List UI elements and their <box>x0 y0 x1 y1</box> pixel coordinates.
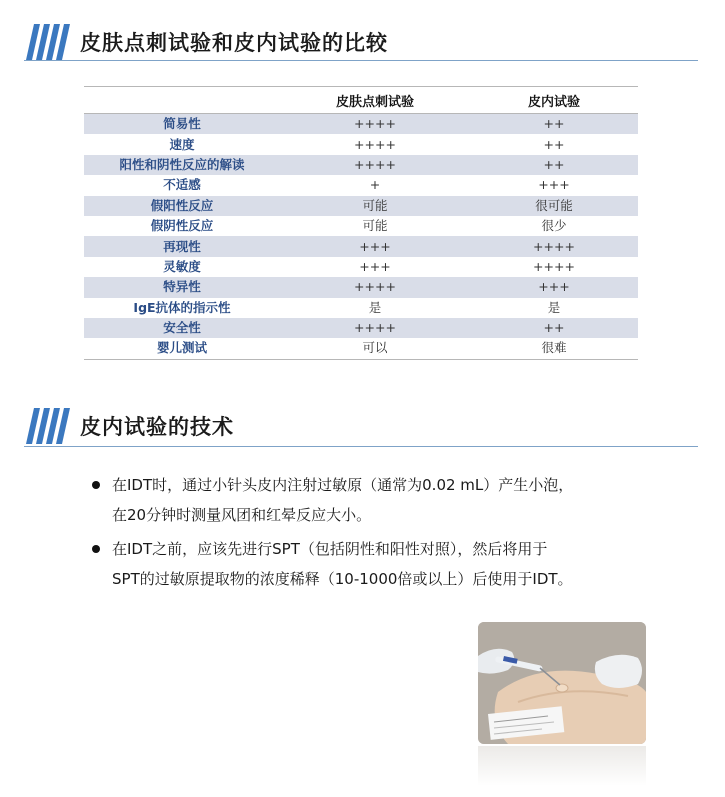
stripes-icon <box>24 24 72 60</box>
table-row <box>84 318 638 338</box>
spt-value: ++++ <box>280 318 470 338</box>
section-divider <box>24 60 698 61</box>
row-label: 假阳性反应 <box>84 196 280 216</box>
table-row <box>84 298 638 318</box>
spt-value: 可能 <box>362 218 388 234</box>
table-row <box>84 277 638 297</box>
idt-value: 很可能 <box>470 196 638 216</box>
section-title: 皮肤点刺试验和皮内试验的比较 <box>80 31 388 55</box>
row-label: 阳性和阴性反应的解读 <box>84 155 280 175</box>
row-label: 不适感 <box>163 177 201 193</box>
spt-value: ++++ <box>280 155 470 175</box>
row-label: 特异性 <box>84 277 280 297</box>
spt-value: ++++ <box>280 114 470 135</box>
spt-value: +++ <box>280 236 470 256</box>
bullet-item <box>92 470 652 530</box>
idt-value: 很少 <box>541 218 567 234</box>
table-row <box>84 114 638 135</box>
section-header-technique <box>24 408 234 444</box>
spt-value: 可以 <box>280 338 470 359</box>
table-row <box>84 338 638 359</box>
spt-value: ++++ <box>354 136 396 152</box>
idt-value: +++ <box>538 177 570 193</box>
header-cell: 皮肤点刺试验 <box>280 87 470 114</box>
table-row <box>84 196 638 216</box>
injection-illustration-icon <box>478 622 646 744</box>
row-label: 速度 <box>169 136 195 152</box>
row-label: 再现性 <box>84 236 280 256</box>
header-cell <box>84 87 280 114</box>
bullet-line: 在IDT之前，应该先进行SPT（包括阴性和阳性对照），然后将用于 <box>112 540 548 558</box>
bullet-line: 在20分钟时测量风团和红晕反应大小。 <box>112 506 372 524</box>
idt-value: 是 <box>547 299 561 315</box>
table-row <box>84 175 638 195</box>
spt-value: 是 <box>368 299 382 315</box>
row-label: 简易性 <box>84 114 280 135</box>
row-label: 婴儿测试 <box>84 338 280 359</box>
row-label: IgE抗体的指示性 <box>133 299 231 315</box>
bullet-dot-icon <box>92 545 100 553</box>
idt-value: ++ <box>470 318 638 338</box>
technique-bullets <box>92 470 652 598</box>
row-label: 安全性 <box>84 318 280 338</box>
bullet-line: 在IDT时，通过小针头皮内注射过敏原（通常为0.02 mL）产生小泡， <box>112 476 574 494</box>
idt-value: +++ <box>470 277 638 297</box>
row-label: 灵敏度 <box>163 258 201 274</box>
idt-value: ++ <box>543 136 565 152</box>
idt-value: 很难 <box>470 338 638 359</box>
spt-value: + <box>369 177 381 193</box>
spt-value: 可能 <box>280 196 470 216</box>
section-title: 皮内试验的技术 <box>80 415 234 439</box>
bullet-item <box>92 534 652 594</box>
comparison-table <box>84 86 638 360</box>
bullet-dot-icon <box>92 481 100 489</box>
idt-value: ++++ <box>470 236 638 256</box>
row-label: 假阴性反应 <box>150 218 214 234</box>
table-row <box>84 236 638 256</box>
table-row <box>84 155 638 175</box>
section-divider <box>24 446 698 447</box>
idt-value: ++ <box>470 114 638 135</box>
table-row <box>84 134 638 154</box>
table-row <box>84 216 638 236</box>
table-header-row <box>84 87 638 114</box>
table-row <box>84 257 638 277</box>
idt-value: ++++ <box>533 258 575 274</box>
idt-value: ++ <box>470 155 638 175</box>
spt-value: +++ <box>359 258 391 274</box>
spt-value: ++++ <box>280 277 470 297</box>
injection-photo <box>478 622 646 744</box>
stripes-icon <box>24 408 72 444</box>
section-header-comparison <box>24 24 388 60</box>
bullet-line: SPT的过敏原提取物的浓度稀释（10-1000倍或以上）后使用于IDT。 <box>112 570 573 588</box>
photo-reflection <box>478 746 646 786</box>
header-cell: 皮内试验 <box>470 87 638 114</box>
